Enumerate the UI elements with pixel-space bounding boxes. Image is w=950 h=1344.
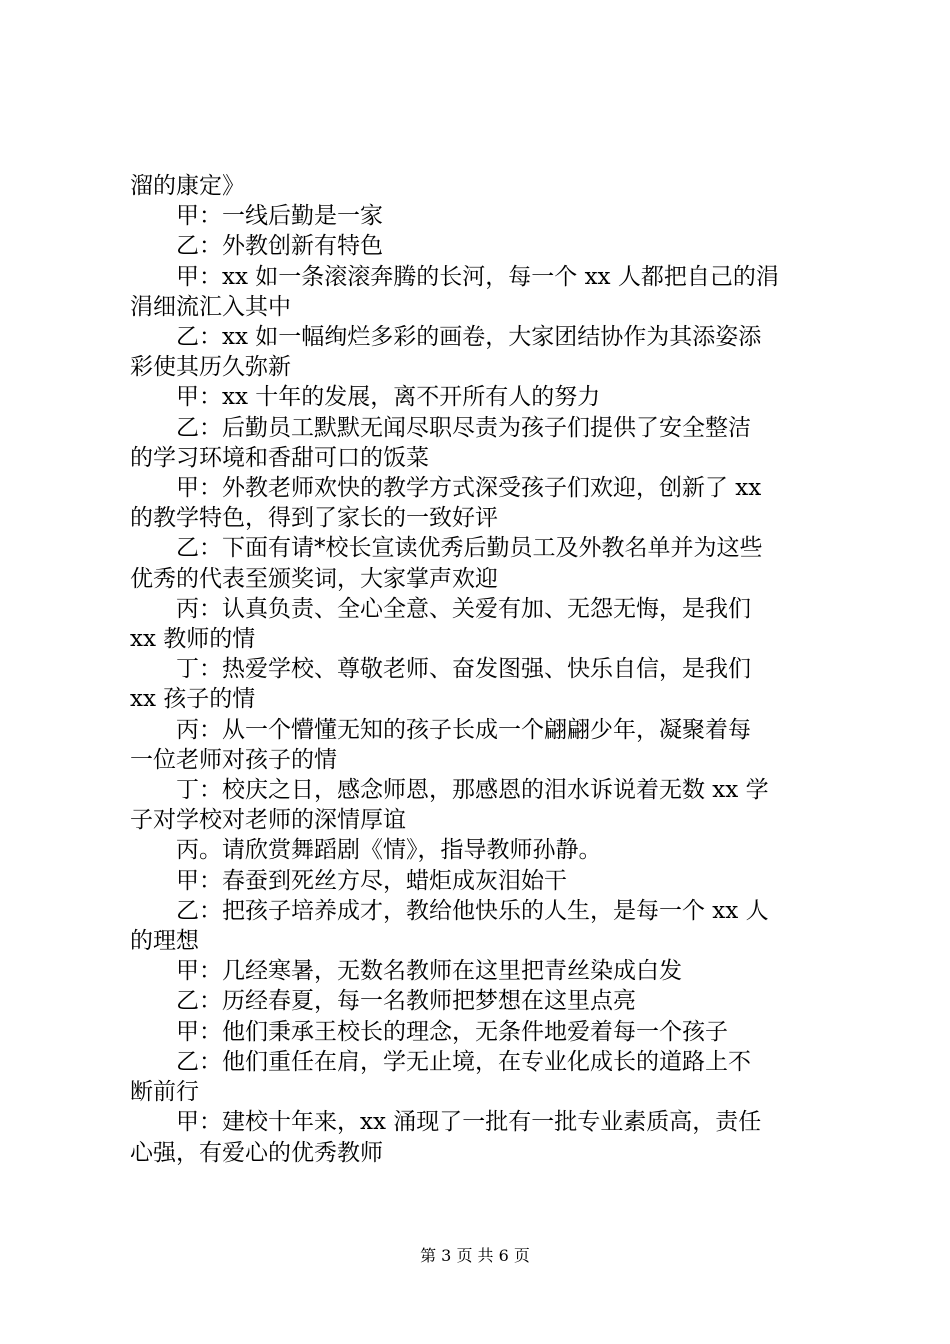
page-footer: 第 3 页 共 6 页 — [420, 1246, 530, 1265]
document-line: 甲：xx 十年的发展，离不开所有人的努力 — [176, 384, 601, 411]
document-line: 乙：下面有请*校长宣读优秀后勤员工及外教名单并为这些 — [176, 535, 763, 562]
document-line: 乙：他们重任在肩，学无止境，在专业化成长的道路上不 — [176, 1048, 751, 1075]
document-line: 彩使其历久弥新 — [130, 354, 291, 381]
document-line: 甲：外教老师欢快的教学方式深受孩子们欢迎，创新了 xx — [176, 475, 762, 502]
document-line: 的学习环境和香甜可口的饭菜 — [130, 444, 429, 471]
document-line: 丁：校庆之日，感念师恩，那感恩的泪水诉说着无数 xx 学 — [176, 777, 769, 804]
document-line: 溜的康定》 — [130, 173, 245, 199]
document-line: 丁：热爱学校、尊敬老师、奋发图强、快乐自信，是我们 — [176, 656, 751, 683]
document-line: 涓细流汇入其中 — [130, 293, 291, 320]
document-line: xx 孩子的情 — [130, 686, 256, 713]
document-line: 乙：xx 如一幅绚烂多彩的画卷，大家团结协作为其添姿添 — [176, 324, 762, 351]
document-line: 甲：xx 如一条滚滚奔腾的长河，每一个 xx 人都把自己的涓 — [176, 263, 779, 290]
document-body — [130, 171, 835, 1168]
document-line: 乙：历经春夏，每一名教师把梦想在这里点亮 — [176, 988, 636, 1015]
document-line: 的理想 — [130, 928, 199, 955]
document-line: 甲：建校十年来，xx 涌现了一批有一批专业素质高，责任 — [176, 1109, 762, 1136]
document-line: 乙：后勤员工默默无闻尽职尽责为孩子们提供了安全整洁 — [176, 414, 751, 441]
document-line: 乙：把孩子培养成才，教给他快乐的人生，是每一个 xx 人 — [176, 897, 769, 924]
document-line: 丙：认真负责、全心全意、关爱有加、无怨无悔，是我们 — [176, 595, 751, 622]
document-line: 甲：他们秉承王校长的理念，无条件地爱着每一个孩子 — [176, 1018, 728, 1045]
document-line: 乙：外教创新有特色 — [176, 233, 383, 260]
document-line: 心强，有爱心的优秀教师 — [130, 1139, 383, 1166]
document-line: 的教学特色，得到了家长的一致好评 — [130, 505, 498, 532]
document-line: 优秀的代表至颁奖词，大家掌声欢迎 — [130, 565, 498, 592]
document-line: 丙：从一个懵懂无知的孩子长成一个翩翩少年，凝聚着每 — [176, 716, 751, 743]
document-line: 断前行 — [130, 1079, 199, 1106]
document-line: 子对学校对老师的深情厚谊 — [130, 807, 406, 834]
document-line: xx 教师的情 — [130, 626, 256, 653]
document-line: 甲：一线后勤是一家 — [176, 203, 383, 230]
document-line: 甲：几经寒暑，无数名教师在这里把青丝染成白发 — [176, 958, 682, 985]
document-line: 一位老师对孩子的情 — [130, 746, 337, 773]
document-line: 甲：春蚕到死丝方尽，蜡炬成灰泪始干 — [176, 867, 567, 894]
document-line: 丙。请欣赏舞蹈剧《情》，指导教师孙静。 — [176, 837, 602, 864]
